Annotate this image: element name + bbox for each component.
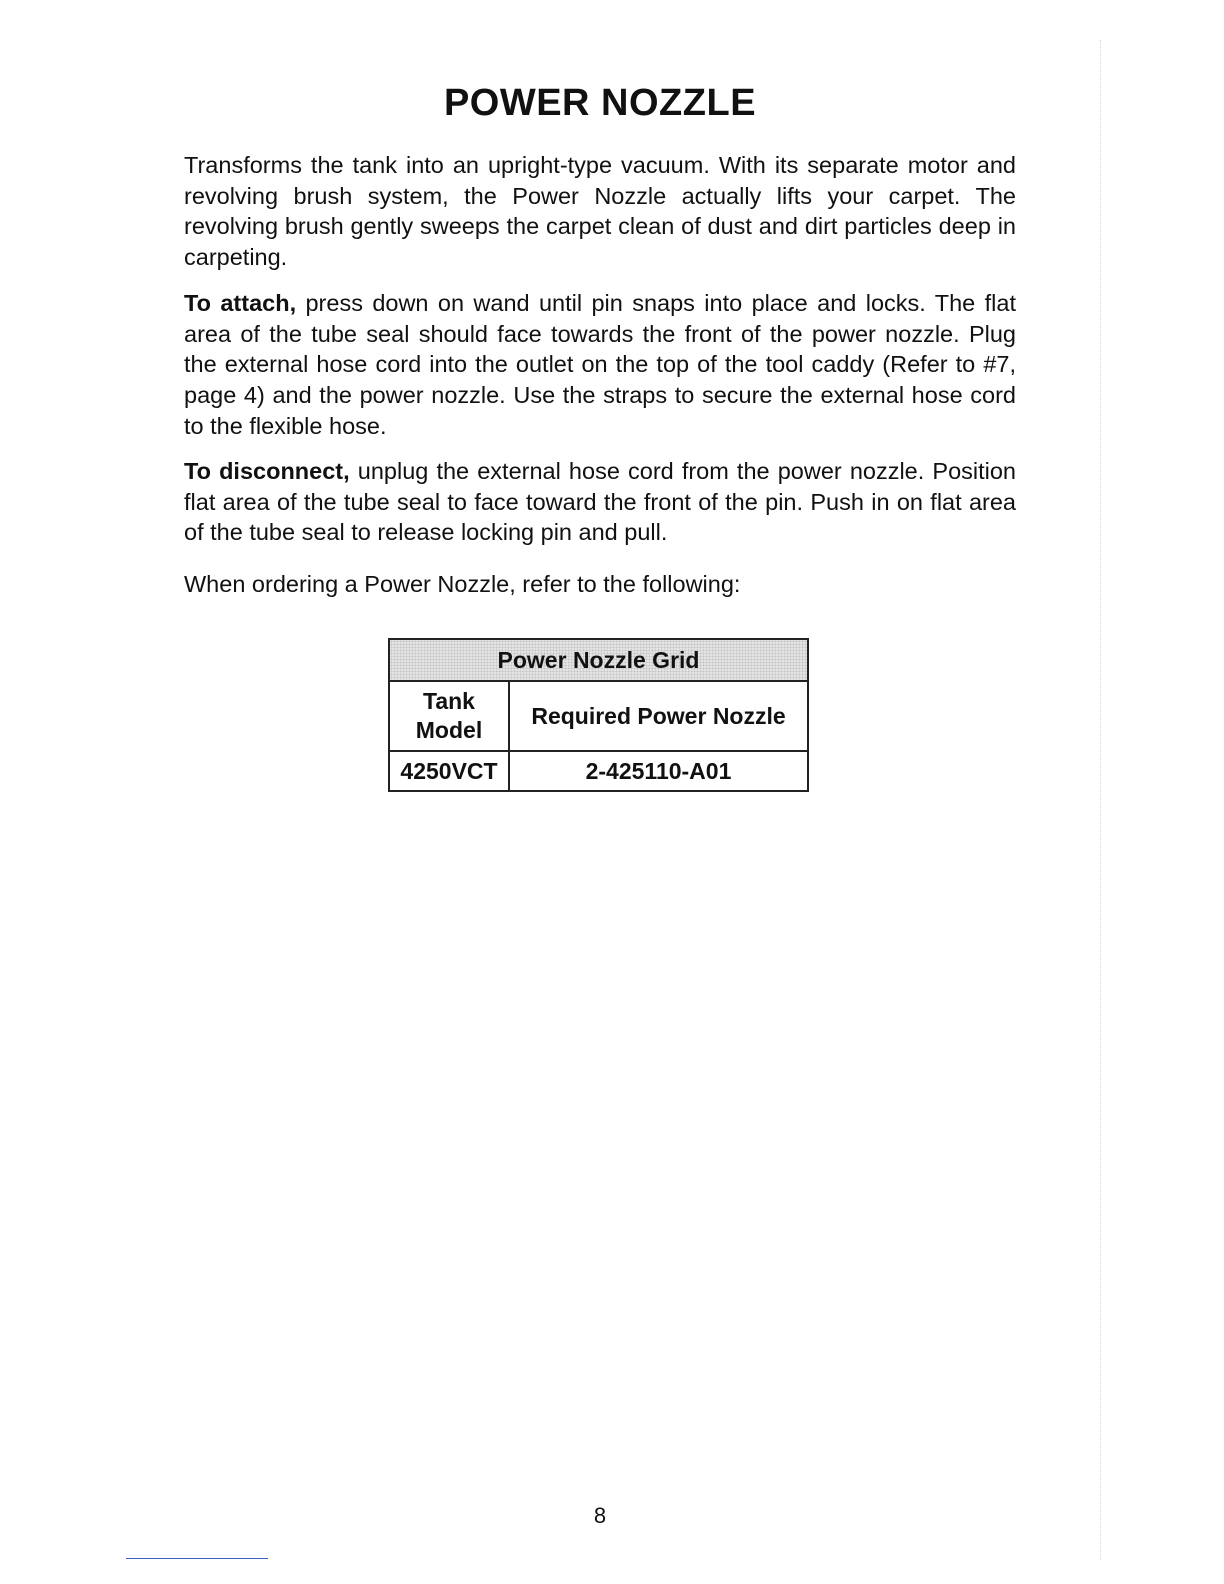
cell-required-power-nozzle: 2-425110-A01 <box>509 751 808 791</box>
attach-text: press down on wand until pin snaps into place and locks. The flat area of the tube seal should face towards the front of the power nozzle. Plug the external hose cord into the outlet on the top of the tool caddy (Refer to #7, page 4) and the power nozzle. Use the straps to secure the external hose cord to the flexible hose. <box>184 290 1016 439</box>
grid-title-row <box>389 639 808 681</box>
scan-edge-line <box>1100 40 1101 1560</box>
bottom-rule <box>126 1558 268 1559</box>
attach-lead: To attach, <box>184 290 297 316</box>
page-number: 8 <box>593 1503 607 1528</box>
grid-title: Power Nozzle Grid <box>389 639 808 681</box>
header-required-power-nozzle: Required Power Nozzle <box>509 681 808 751</box>
disconnect-lead: To disconnect, <box>184 458 350 484</box>
grid-header-row <box>389 681 808 751</box>
ordering-paragraph: When ordering a Power Nozzle, refer to the following: <box>184 571 741 597</box>
attach-paragraph <box>184 288 1016 442</box>
header-tank-model: Tank Model <box>389 681 509 751</box>
disconnect-text: unplug the external hose cord from the power nozzle. Position flat area of the tube seal to face toward the front of the pin. Push in on flat area of the tube seal to release locking pin and pull. <box>184 458 1016 546</box>
power-nozzle-grid-table <box>388 638 809 792</box>
cell-tank-model: 4250VCT <box>389 751 509 791</box>
table-row <box>389 751 808 791</box>
page-title: POWER NOZZLE <box>443 82 757 124</box>
intro-paragraph: Transforms the tank into an upright-type vacuum. With its separate motor and revolving brush system, the Power Nozzle actually lifts your carpet. The revolving brush gently sweeps the carpet clean of dust and dirt particles deep in carpeting. <box>184 152 1016 271</box>
disconnect-paragraph <box>184 456 1016 548</box>
